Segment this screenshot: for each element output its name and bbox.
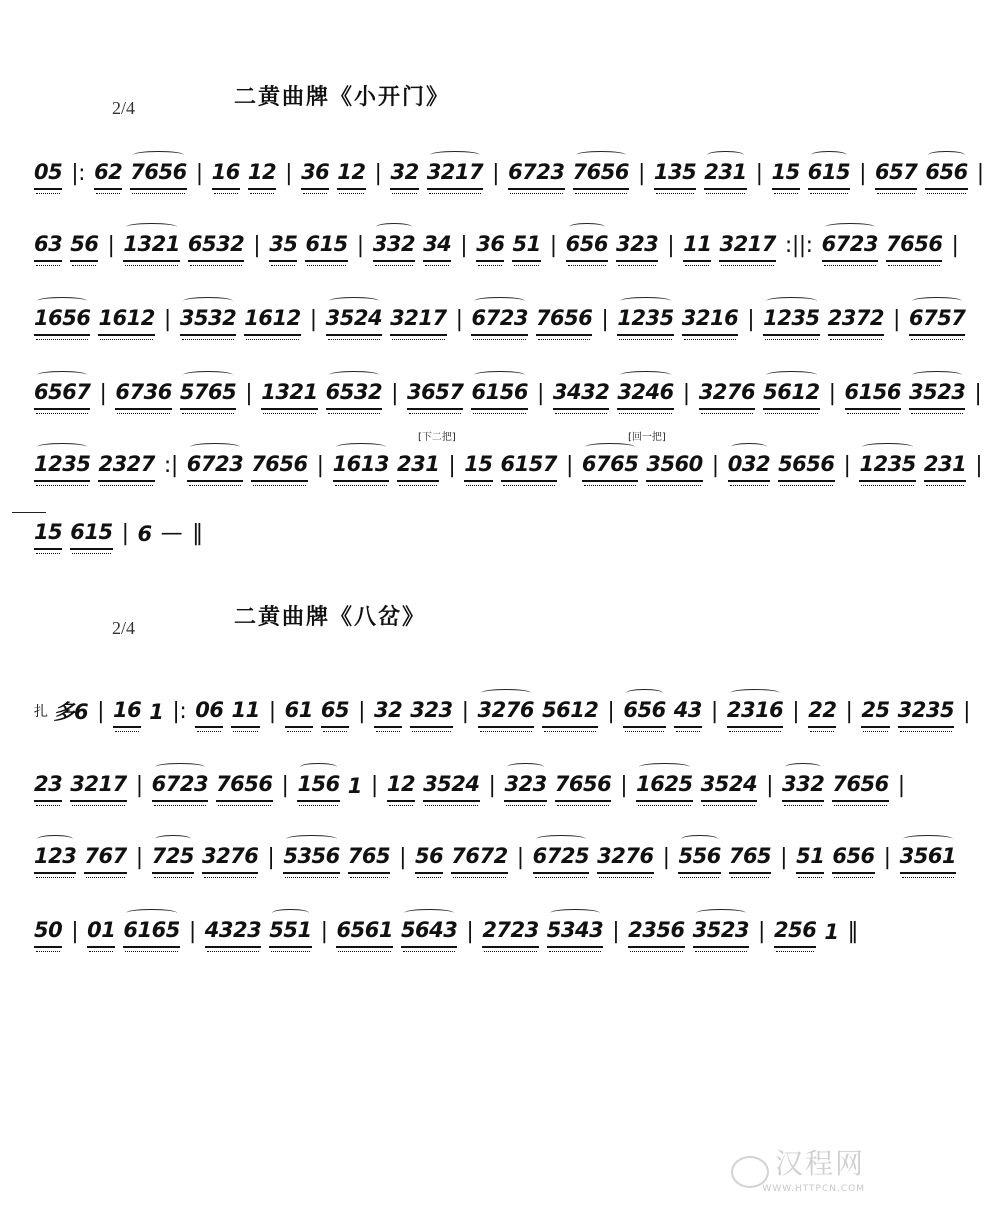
barline: | — [281, 773, 289, 798]
barline: | — [245, 381, 253, 406]
note-group: 6757 — [909, 306, 965, 336]
barline: | — [163, 307, 171, 332]
note-group: 3216 — [682, 306, 738, 336]
note-group: 156 — [297, 772, 339, 802]
note-group: 6156 — [471, 380, 527, 410]
note-group: 6723 — [187, 452, 243, 482]
barline: | — [370, 773, 378, 798]
barline: | — [845, 699, 853, 724]
note-group: 725 — [152, 844, 194, 874]
barline: | — [974, 381, 982, 406]
barline: | — [97, 699, 105, 724]
section-label-hui-yi-ba: [回一把] — [628, 432, 666, 443]
barline: ‖ — [847, 919, 858, 944]
note-group: 3523 — [909, 380, 965, 410]
note-group: 12 — [387, 772, 415, 802]
note-group: 3217 — [70, 772, 126, 802]
note-group: 1235 — [763, 306, 819, 336]
note-group: 3217 — [427, 160, 483, 190]
note-group: 05 — [34, 160, 62, 190]
notation-row — [34, 296, 966, 336]
barline: | — [320, 919, 328, 944]
note-group: 231 — [924, 452, 966, 482]
barline: | — [859, 161, 866, 186]
note-group: 5343 — [547, 918, 603, 948]
note-group: 256 — [774, 918, 816, 948]
note-group: 551 — [269, 918, 311, 948]
watermark-url: WWW.HTTPCN.COM — [762, 1184, 865, 1194]
barline: | — [780, 845, 788, 870]
note-group: 656 — [832, 844, 874, 874]
note-group: 1235 — [617, 306, 673, 336]
note-group: 3560 — [646, 452, 702, 482]
note-group: 6723 — [471, 306, 527, 336]
barline: | — [285, 161, 293, 186]
note-group: 1612 — [98, 306, 154, 336]
note-group: 6561 — [336, 918, 392, 948]
note-group: 1235 — [34, 452, 90, 482]
note-group: 36 — [301, 160, 329, 190]
barline: | — [963, 699, 970, 724]
note-group: 323 — [410, 698, 452, 728]
note-group: 3657 — [407, 380, 463, 410]
note-group: 5765 — [180, 380, 236, 410]
barline: | — [488, 773, 496, 798]
note-group: 032 — [728, 452, 770, 482]
note-group: 6165 — [123, 918, 179, 948]
barline: | — [356, 233, 364, 258]
note-group: 16 — [212, 160, 240, 190]
barline: ‖ — [192, 521, 203, 546]
barline: | — [309, 307, 317, 332]
barline: — — [160, 521, 183, 546]
barline: | — [267, 845, 275, 870]
barline: | — [975, 453, 983, 478]
note-group: 51 — [512, 232, 540, 262]
note-group: 1 — [149, 700, 164, 724]
note-group: 7656 — [251, 452, 307, 482]
note-group: 231 — [704, 160, 746, 190]
note-group: 6725 — [533, 844, 589, 874]
note-group: 01 — [87, 918, 115, 948]
note-group: 51 — [796, 844, 824, 874]
barline: | — [461, 699, 469, 724]
note-group: 6 — [137, 522, 152, 546]
notation-row — [34, 908, 858, 948]
note-group: 656 — [623, 698, 665, 728]
note-group: 765 — [729, 844, 771, 874]
note-group: 3217 — [390, 306, 446, 336]
note-group: 61 — [285, 698, 313, 728]
barline: | — [637, 161, 645, 186]
note-group: 615 — [305, 232, 347, 262]
note-group: 15 — [34, 520, 62, 550]
barline: | — [755, 161, 763, 186]
barline: | — [828, 381, 836, 406]
barline: | — [358, 699, 366, 724]
note-group: 5643 — [401, 918, 457, 948]
note-group: 6567 — [34, 380, 90, 410]
note-group: 3524 — [701, 772, 757, 802]
barline: | — [747, 307, 755, 332]
note-group: 1625 — [636, 772, 692, 802]
note-group: 6765 — [582, 452, 638, 482]
note-group: 2372 — [828, 306, 884, 336]
note-group: 2327 — [98, 452, 154, 482]
note-group: 6723 — [822, 232, 878, 262]
meter-piece2: 2/4 — [112, 618, 136, 638]
note-group: 56 — [70, 232, 98, 262]
barline: | — [883, 845, 891, 870]
barline: | — [549, 233, 557, 258]
note-group: 3276 — [699, 380, 755, 410]
note-group: 2356 — [628, 918, 684, 948]
note-group: 11 — [231, 698, 259, 728]
barline: | — [893, 307, 900, 332]
note-group: 23 — [34, 772, 62, 802]
note-group: 7656 — [573, 160, 629, 190]
barline: | — [268, 699, 276, 724]
note-group: 1 — [347, 774, 362, 798]
note-group: 多6 — [53, 700, 89, 724]
barline: | — [601, 307, 609, 332]
barline: | — [662, 845, 670, 870]
note-group: 765 — [348, 844, 390, 874]
note-group: 3246 — [617, 380, 673, 410]
barline: | — [536, 381, 544, 406]
note-group: 6723 — [508, 160, 564, 190]
barline: | — [253, 233, 261, 258]
note-group: 1613 — [333, 452, 389, 482]
note-group: 36 — [476, 232, 504, 262]
note-group: 3276 — [202, 844, 258, 874]
note-group: 3217 — [719, 232, 775, 262]
note-group: 5612 — [763, 380, 819, 410]
barline: | — [121, 521, 129, 546]
barline: | — [460, 233, 468, 258]
watermark-brand: 汉程网 — [774, 1147, 865, 1180]
barline: | — [711, 453, 719, 478]
note-group: 6736 — [115, 380, 171, 410]
barline: | — [766, 773, 773, 798]
note-group: 123 — [34, 844, 76, 874]
barline: | — [843, 453, 851, 478]
note-group: 2316 — [727, 698, 783, 728]
note-group: 63 — [34, 232, 62, 262]
note-group: 3235 — [898, 698, 954, 728]
note-group: 35 — [269, 232, 297, 262]
notation-row — [34, 370, 982, 410]
note-group: 1612 — [244, 306, 300, 336]
note-group: 3276 — [478, 698, 534, 728]
note-group: 06 — [195, 698, 223, 728]
note-group: 7656 — [130, 160, 186, 190]
note-group: 556 — [678, 844, 720, 874]
note-group: 135 — [654, 160, 696, 190]
meter-piece1: 2/4 — [112, 98, 136, 118]
note-group: 12 — [337, 160, 365, 190]
notation-row — [34, 510, 839, 550]
note-group: 657 — [875, 160, 917, 190]
barline: | — [391, 381, 399, 406]
barline: |: — [172, 699, 187, 724]
notation-row — [34, 442, 983, 482]
barline: | — [620, 773, 628, 798]
barline: :| — [163, 453, 178, 478]
note-group: 6156 — [845, 380, 901, 410]
notation-row — [34, 150, 984, 190]
note-group: 3561 — [900, 844, 956, 874]
barline: | — [667, 233, 675, 258]
note-group: 6157 — [501, 452, 557, 482]
barline: :||: — [784, 233, 813, 258]
note-group: 1321 — [123, 232, 179, 262]
barline: | — [612, 919, 620, 944]
note-group: 32 — [390, 160, 418, 190]
note-group: 332 — [373, 232, 415, 262]
barline: | — [107, 233, 115, 258]
barline: |: — [71, 161, 86, 186]
note-group: 6723 — [152, 772, 208, 802]
note-group: 3524 — [423, 772, 479, 802]
barline: | — [374, 161, 382, 186]
note-group: 7656 — [886, 232, 942, 262]
note-group: 4323 — [205, 918, 261, 948]
note-group: 6532 — [326, 380, 382, 410]
note-group: 3524 — [326, 306, 382, 336]
note-group: 12 — [248, 160, 276, 190]
note-group: 6532 — [188, 232, 244, 262]
barline: | — [792, 699, 800, 724]
note-group: 34 — [423, 232, 451, 262]
note-group: 3276 — [597, 844, 653, 874]
note-group: 7656 — [216, 772, 272, 802]
barline: | — [951, 233, 959, 258]
barline: | — [897, 773, 905, 798]
barline: | — [758, 919, 765, 944]
barline: | — [448, 453, 456, 478]
note-group: 1321 — [261, 380, 317, 410]
note-group: 16 — [113, 698, 141, 728]
note-group: 32 — [374, 698, 402, 728]
notation-row — [34, 834, 957, 874]
note-group: 767 — [84, 844, 126, 874]
barline: | — [399, 845, 407, 870]
note-group: 15 — [772, 160, 800, 190]
note-group: 323 — [616, 232, 658, 262]
barline: | — [976, 161, 984, 186]
note-group: 656 — [925, 160, 967, 190]
note-group: 3523 — [693, 918, 749, 948]
note-group: 2723 — [482, 918, 538, 948]
note-group: 15 — [464, 452, 492, 482]
note-group: 11 — [683, 232, 711, 262]
note-group: 3532 — [180, 306, 236, 336]
note-group: 5656 — [778, 452, 834, 482]
note-group: 332 — [782, 772, 824, 802]
note-group: 7656 — [536, 306, 592, 336]
barline: | — [135, 773, 143, 798]
title-piece1: 二黄曲牌《小开门》 — [234, 84, 451, 110]
barline: | — [188, 919, 196, 944]
percussion-mark: 扎 — [34, 704, 48, 720]
note-group: 65 — [321, 698, 349, 728]
barline: | — [316, 453, 324, 478]
title-piece2: 二黄曲牌《八岔》 — [234, 604, 427, 630]
note-group: 615 — [70, 520, 112, 550]
note-group: 656 — [566, 232, 608, 262]
note-group: 7672 — [451, 844, 507, 874]
note-group: 1235 — [859, 452, 915, 482]
note-group: 323 — [504, 772, 546, 802]
barline: | — [682, 381, 690, 406]
note-group: 231 — [397, 452, 439, 482]
note-group: 5612 — [542, 698, 598, 728]
barline: | — [135, 845, 143, 870]
barline: | — [492, 161, 500, 186]
note-group: 7656 — [832, 772, 888, 802]
barline: | — [71, 919, 79, 944]
note-group: 43 — [674, 698, 702, 728]
note-group: 7656 — [555, 772, 611, 802]
barline: | — [99, 381, 107, 406]
note-group: 50 — [34, 918, 62, 948]
note-group: 1 — [824, 920, 839, 944]
barline: | — [516, 845, 524, 870]
section-label-xia-er-ba: [下二把] — [418, 432, 456, 443]
barline: | — [466, 919, 474, 944]
barline: | — [455, 307, 463, 332]
barline: | — [710, 699, 718, 724]
barline: | — [565, 453, 573, 478]
note-group: 25 — [861, 698, 889, 728]
note-group: 62 — [94, 160, 122, 190]
barline: | — [607, 699, 615, 724]
notation-row — [34, 688, 970, 728]
note-group: 22 — [808, 698, 836, 728]
note-group: 3432 — [553, 380, 609, 410]
notation-row — [34, 762, 905, 802]
notation-row — [34, 222, 959, 262]
note-group: 1656 — [34, 306, 90, 336]
note-group: 5356 — [283, 844, 339, 874]
note-group: 56 — [415, 844, 443, 874]
barline: | — [195, 161, 203, 186]
note-group: 615 — [808, 160, 850, 190]
